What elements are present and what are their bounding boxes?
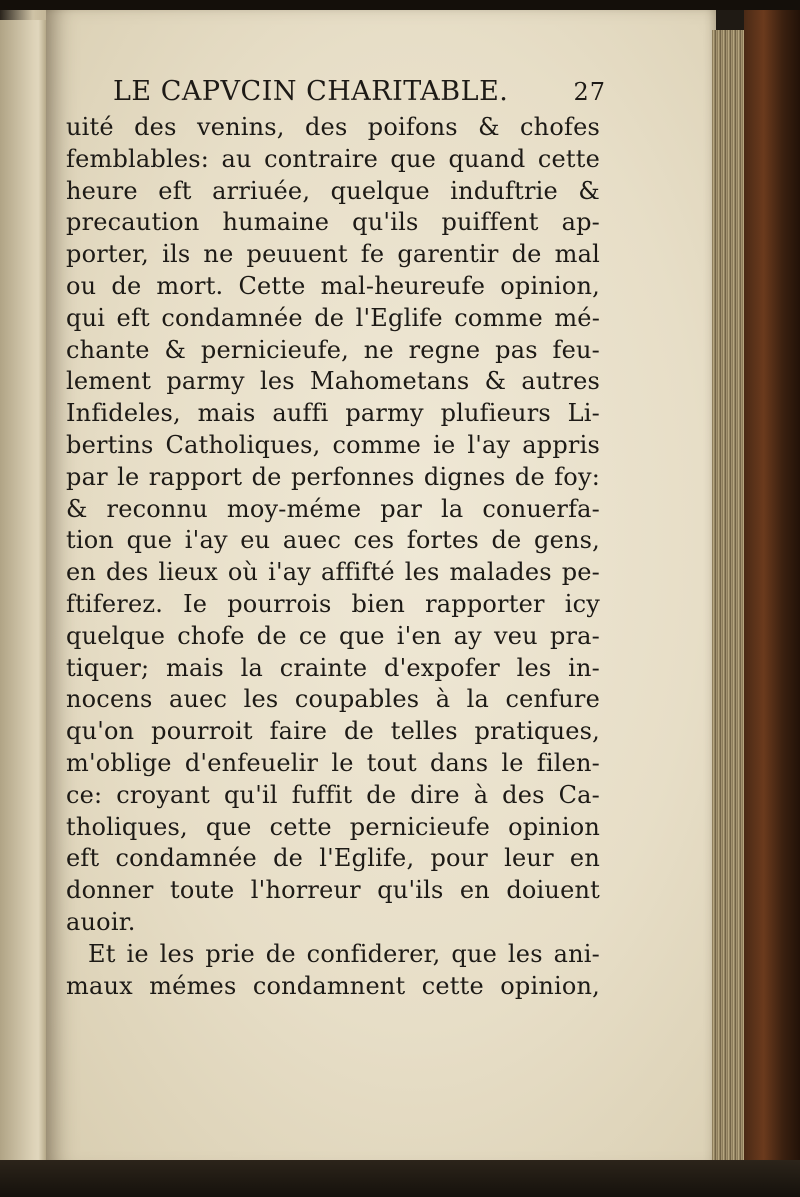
- text-line: ou de mort. Cette mal-heureufe opinion,: [66, 271, 600, 300]
- paragraph-start-line: Et ie les prie de confiderer, que les ani-: [88, 939, 600, 968]
- running-head: [66, 76, 606, 112]
- text-line: ce: croyant qu'il fuffit de dire à des Ca-: [66, 780, 600, 809]
- book-cover: [744, 0, 800, 1197]
- text-line: tholiques, que cette pernicieufe opinion: [66, 812, 600, 841]
- text-line: qui eft condamnée de l'Eglife comme mé-: [66, 303, 600, 332]
- text-line: tiquer; mais la crainte d'expofer les in-: [66, 653, 600, 682]
- page-number: 27: [573, 78, 606, 106]
- text-line: donner toute l'horreur qu'ils en doiuent: [66, 876, 600, 905]
- body-text: [66, 112, 606, 1002]
- text-line: precaution humaine qu'ils puiffent ap-: [66, 208, 600, 237]
- page-edges: [712, 30, 746, 1160]
- facing-page-edge: [0, 20, 48, 1170]
- text-line: Infideles, mais auffi parmy plufieurs Li-: [66, 399, 600, 428]
- text-line: par le rapport de perfonnes dignes de foy:: [66, 462, 600, 491]
- text-line: maux mémes condamnent cette opinion,: [66, 971, 600, 1000]
- running-title: LE CAPVCIN CHARITABLE.: [113, 76, 509, 107]
- text-line: en des lieux où i'ay affifté les malades pe-: [66, 558, 600, 587]
- text-line: heure eft arriuée, quelque induftrie &: [66, 176, 600, 205]
- text-line: tion que i'ay eu auec ces fortes de gens,: [66, 526, 600, 555]
- text-line: uité des venins, des poifons & chofes: [66, 113, 600, 141]
- text-line: chante & pernicieufe, ne regne pas feu-: [66, 335, 600, 364]
- text-line: bertins Catholiques, comme ie l'ay appris: [66, 430, 600, 459]
- top-border: [0, 0, 800, 10]
- text-line: m'oblige d'enfeuelir le tout dans le filen-: [66, 748, 600, 777]
- text-line: eft condamnée de l'Eglife, pour leur en: [66, 844, 600, 873]
- text-line: & reconnu moy-méme par la conuerfa-: [66, 494, 600, 523]
- text-line: quelque chofe de ce que i'en ay veu pra-: [66, 621, 600, 650]
- text-line: porter, ils ne peuuent fe garentir de mal: [66, 240, 600, 269]
- bottom-border: [0, 1160, 800, 1197]
- text-line: lement parmy les Mahometans & autres: [66, 367, 600, 396]
- text-line: nocens auec les coupables à la cenfure: [66, 685, 600, 714]
- page-text: [66, 76, 606, 1002]
- text-line: auoir.: [66, 907, 136, 936]
- text-line: femblables: au contraire que quand cette: [66, 144, 600, 173]
- text-line: qu'on pourroit faire de telles pratiques,: [66, 717, 600, 746]
- text-line: ftiferez. Ie pourrois bien rapporter icy: [66, 589, 600, 618]
